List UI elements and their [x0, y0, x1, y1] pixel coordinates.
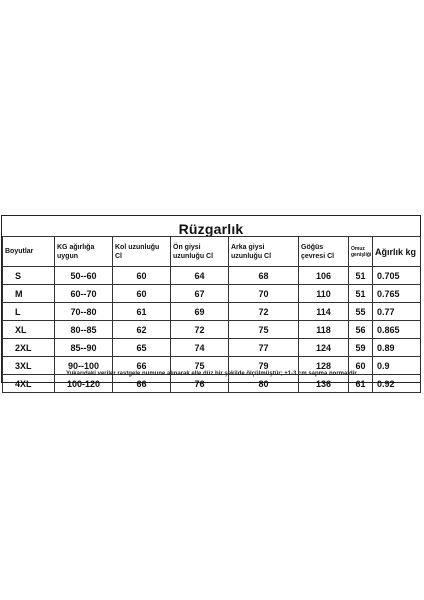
cell-chest: 128	[299, 357, 349, 375]
cell-kg: 60--70	[55, 285, 113, 303]
cell-weight: 0.865	[373, 321, 421, 339]
cell-kg: 50--60	[55, 267, 113, 285]
cell-chest: 136	[299, 375, 349, 393]
cell-weight: 0.765	[373, 285, 421, 303]
cell-back-length: 68	[229, 267, 299, 285]
header-front-length: Ön giysi uzunluğu Cl	[171, 237, 229, 267]
cell-chest: 118	[299, 321, 349, 339]
cell-back-length: 80	[229, 375, 299, 393]
cell-shoulder: 59	[349, 339, 373, 357]
cell-size: 3XL	[3, 357, 55, 375]
cell-size: 4XL	[3, 375, 55, 393]
cell-kg: 90--100	[55, 357, 113, 375]
table-row	[3, 285, 421, 303]
cell-shoulder: 51	[349, 285, 373, 303]
cell-back-length: 70	[229, 285, 299, 303]
cell-size: XL	[3, 321, 55, 339]
cell-sleeve: 61	[113, 303, 171, 321]
cell-size: S	[3, 267, 55, 285]
cell-sleeve: 62	[113, 321, 171, 339]
cell-kg: 80--85	[55, 321, 113, 339]
cell-back-length: 77	[229, 339, 299, 357]
cell-weight: 0.9	[373, 357, 421, 375]
cell-chest: 106	[299, 267, 349, 285]
header-sleeve: Kol uzunluğu Cl	[113, 237, 171, 267]
cell-front-length: 72	[171, 321, 229, 339]
cell-weight: 0.89	[373, 339, 421, 357]
cell-back-length: 72	[229, 303, 299, 321]
table-row	[3, 267, 421, 285]
header-back-length: Arka giysi uzunluğu Cl	[229, 237, 299, 267]
header-weight: Ağırlık kg	[373, 237, 421, 267]
header-kg: KG ağırlığa uygun	[55, 237, 113, 267]
cell-shoulder: 51	[349, 267, 373, 285]
cell-back-length: 79	[229, 357, 299, 375]
table-row	[3, 303, 421, 321]
table-row	[3, 321, 421, 339]
header-shoulder: Omuz genişliği	[349, 237, 373, 267]
cell-sleeve: 66	[113, 375, 171, 393]
cell-size: M	[3, 285, 55, 303]
cell-size: 2XL	[3, 339, 55, 357]
cell-sleeve: 60	[113, 285, 171, 303]
cell-sleeve: 65	[113, 339, 171, 357]
cell-weight: 0.77	[373, 303, 421, 321]
cell-sleeve: 66	[113, 357, 171, 375]
cell-front-length: 69	[171, 303, 229, 321]
header-chest: Göğüs çevresi Cl	[299, 237, 349, 267]
cell-weight: 0.705	[373, 267, 421, 285]
table-row	[3, 339, 421, 357]
chart-title: Rüzgarlık	[178, 221, 244, 237]
cell-size: L	[3, 303, 55, 321]
cell-kg: 85--90	[55, 339, 113, 357]
cell-front-length: 67	[171, 285, 229, 303]
cell-chest: 114	[299, 303, 349, 321]
size-table	[2, 236, 421, 393]
cell-kg: 70--80	[55, 303, 113, 321]
cell-shoulder: 61	[349, 375, 373, 393]
cell-shoulder: 56	[349, 321, 373, 339]
table-row	[3, 375, 421, 393]
cell-back-length: 75	[229, 321, 299, 339]
cell-chest: 110	[299, 285, 349, 303]
cell-weight: 0.92	[373, 375, 421, 393]
cell-shoulder: 60	[349, 357, 373, 375]
cell-front-length: 74	[171, 339, 229, 357]
cell-front-length: 75	[171, 357, 229, 375]
measurement-note: Yukarıdaki veriler rastgele numune alınarak elle düz bir şekilde ölçülmüştür; ±1-3 cm sapma normaldir.	[65, 371, 359, 377]
cell-sleeve: 60	[113, 267, 171, 285]
cell-front-length: 76	[171, 375, 229, 393]
cell-front-length: 64	[171, 267, 229, 285]
cell-chest: 124	[299, 339, 349, 357]
header-row	[3, 237, 421, 267]
header-size: Boyutlar	[3, 237, 55, 267]
cell-shoulder: 55	[349, 303, 373, 321]
cell-kg: 100-120	[55, 375, 113, 393]
